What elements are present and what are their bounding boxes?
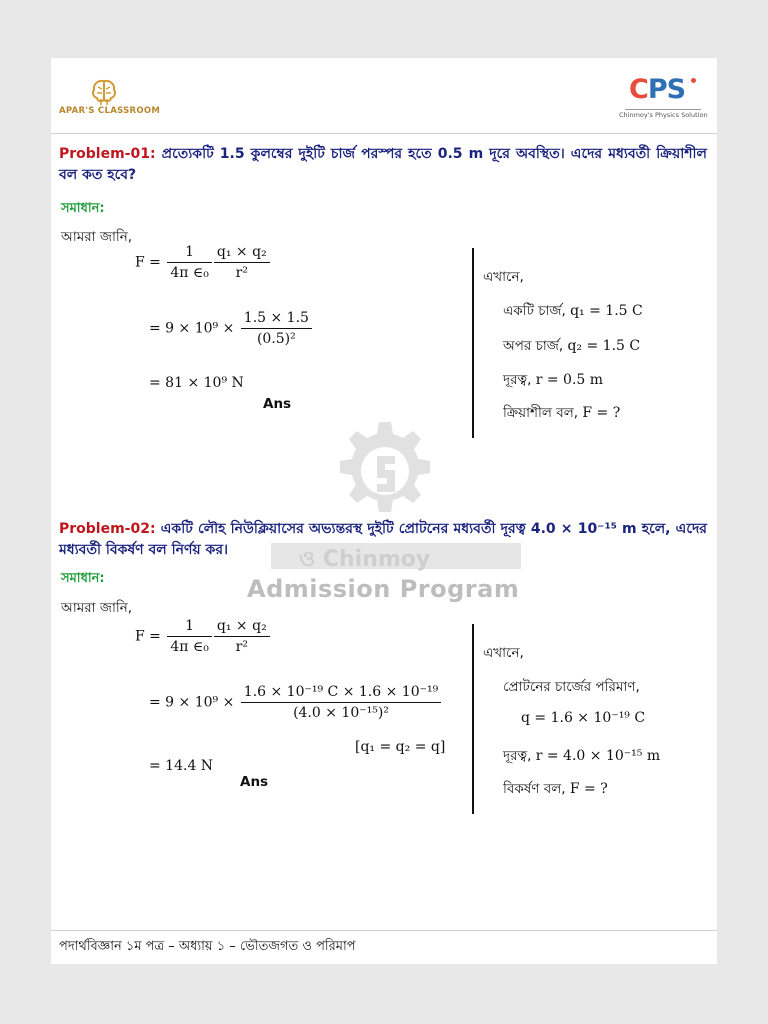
- problem-1-statement: [59, 144, 707, 186]
- header-divider: [51, 133, 717, 134]
- given-value: q = 1.6 × 10⁻¹⁹ C: [521, 710, 646, 726]
- fraction-denominator: 4π ∈₀: [170, 639, 209, 655]
- problem-1-step-2: [149, 310, 314, 347]
- step-2-prefix: = 9 × 10⁹ ×: [149, 320, 235, 337]
- given-label: দূরত্ব,: [503, 748, 532, 764]
- problem-2-formula: [135, 618, 272, 655]
- given-label: বিকর্ষণ বল,: [503, 781, 566, 797]
- problem-2-given-title: এখানে,: [483, 645, 524, 661]
- given-value: r = 4.0 × 10⁻¹⁵ m: [535, 748, 661, 764]
- formula-lhs: F =: [135, 254, 161, 271]
- formula-lhs: F =: [135, 628, 161, 645]
- problem-1-given-row: [503, 300, 643, 323]
- given-value: F = ?: [582, 405, 621, 421]
- fraction-denominator: r²: [214, 636, 270, 655]
- problem-2-given-row: [503, 745, 660, 768]
- fraction-numerator: 1: [167, 618, 212, 637]
- problem-2-statement: [59, 519, 707, 561]
- problem-1-known-label: আমরা জানি,: [61, 229, 133, 245]
- problem-2-step-2: [149, 684, 443, 721]
- problem-2-text: একটি লৌহ নিউক্লিয়াসের অভ্যন্তরস্থ দুইটি প্রোটনের মধ্যবর্তী দূরত্ব 4.0 × 10⁻¹⁵ m হলে, এদের মধ্যবর্তী বিকর্ষণ বল নির্ণয় কর।: [59, 521, 708, 558]
- fraction-numerator: 1: [167, 244, 212, 263]
- watermark-admission-text: Admission Program: [247, 575, 520, 603]
- cps-letters: CPS: [629, 74, 686, 105]
- apars-classroom-text: APAR'S CLASSROOM: [59, 106, 161, 116]
- problem-1-formula: [135, 244, 272, 281]
- problem-1-given-title: এখানে,: [483, 269, 524, 285]
- problem-1-result: = 81 × 10⁹ N: [149, 375, 244, 391]
- fraction-denominator: (4.0 × 10⁻¹⁵)²: [293, 705, 389, 721]
- problem-2-solution-label: সমাধান:: [61, 571, 105, 586]
- fraction-numerator: q₁ × q₂: [216, 618, 267, 634]
- problem-2-divider: [472, 624, 474, 814]
- problem-2-known-label: আমরা জানি,: [61, 600, 133, 616]
- cps-wordmark: [629, 74, 685, 105]
- formula-fraction-1: [167, 244, 212, 281]
- given-value: q₁ = 1.5 C: [570, 303, 643, 319]
- problem-2-given-row: [503, 676, 640, 699]
- fraction-numerator: q₁ × q₂: [216, 244, 267, 260]
- given-label: দূরত্ব,: [503, 372, 532, 388]
- problem-1-divider: [472, 248, 474, 438]
- problem-2-ans: Ans: [240, 774, 269, 790]
- problem-1-ans: Ans: [263, 396, 292, 412]
- given-value: q₂ = 1.5 C: [567, 338, 641, 354]
- given-value: F = ?: [569, 781, 608, 797]
- fraction-numerator: 1.6 × 10⁻¹⁹ C × 1.6 × 10⁻¹⁹: [241, 684, 441, 703]
- problem-2-given-row: [521, 710, 645, 726]
- step-2-fraction: [241, 310, 312, 347]
- formula-fraction-2: [214, 244, 270, 281]
- brain-icon: [89, 78, 119, 106]
- fraction-denominator: r²: [214, 262, 270, 281]
- page-footer: পদার্থবিজ্ঞান ১ম পত্র – অধ্যায় ১ – ভৌতজগত ও পরিমাপ: [59, 939, 356, 954]
- step-2-prefix: = 9 × 10⁹ ×: [149, 694, 235, 711]
- problem-1-text: প্রত্যেকটি 1.5 কুলম্বের দুইটি চার্জ পরস্পর হতে 0.5 m দূরে অবস্থিত। এদের মধ্যবর্তী ক্রিয়াশীল বল কত হবে?: [59, 146, 707, 183]
- footer-divider: [51, 930, 717, 931]
- fraction-numerator: 1.5 × 1.5: [241, 310, 312, 329]
- document-page: [51, 58, 717, 964]
- apars-classroom-logo: [59, 78, 169, 120]
- problem-2-result: = 14.4 N: [149, 758, 214, 774]
- watermark-band-text: ও Chinmoy: [299, 547, 431, 572]
- given-label: অপর চার্জ,: [503, 338, 564, 354]
- step-2-fraction: [241, 684, 441, 721]
- problem-2-label: Problem-02:: [59, 521, 156, 537]
- problem-1-given-row: [503, 335, 640, 358]
- problem-2-note: [q₁ = q₂ = q]: [355, 739, 446, 755]
- problem-2-given-row: [503, 778, 608, 801]
- cps-tagline: Chinmoy's Physics Solution: [619, 111, 708, 119]
- cps-underline: [625, 109, 701, 110]
- formula-fraction-2: [214, 618, 270, 655]
- given-label: প্রোটনের চার্জের পরিমাণ,: [503, 679, 640, 695]
- given-label: ক্রিয়াশীল বল,: [503, 405, 579, 421]
- cps-logo: [619, 76, 711, 122]
- problem-1-solution-label: সমাধান:: [61, 201, 105, 216]
- problem-1-given-row: [503, 369, 603, 392]
- formula-fraction-1: [167, 618, 212, 655]
- cps-dot-icon: [691, 78, 696, 83]
- fraction-denominator: (0.5)²: [256, 331, 296, 347]
- given-value: r = 0.5 m: [535, 372, 604, 388]
- given-label: একটি চার্জ,: [503, 303, 566, 319]
- problem-1-label: Problem-01:: [59, 146, 156, 162]
- gear-watermark-icon: [329, 416, 439, 526]
- problem-1-given-row: [503, 402, 620, 425]
- fraction-denominator: 4π ∈₀: [170, 265, 209, 281]
